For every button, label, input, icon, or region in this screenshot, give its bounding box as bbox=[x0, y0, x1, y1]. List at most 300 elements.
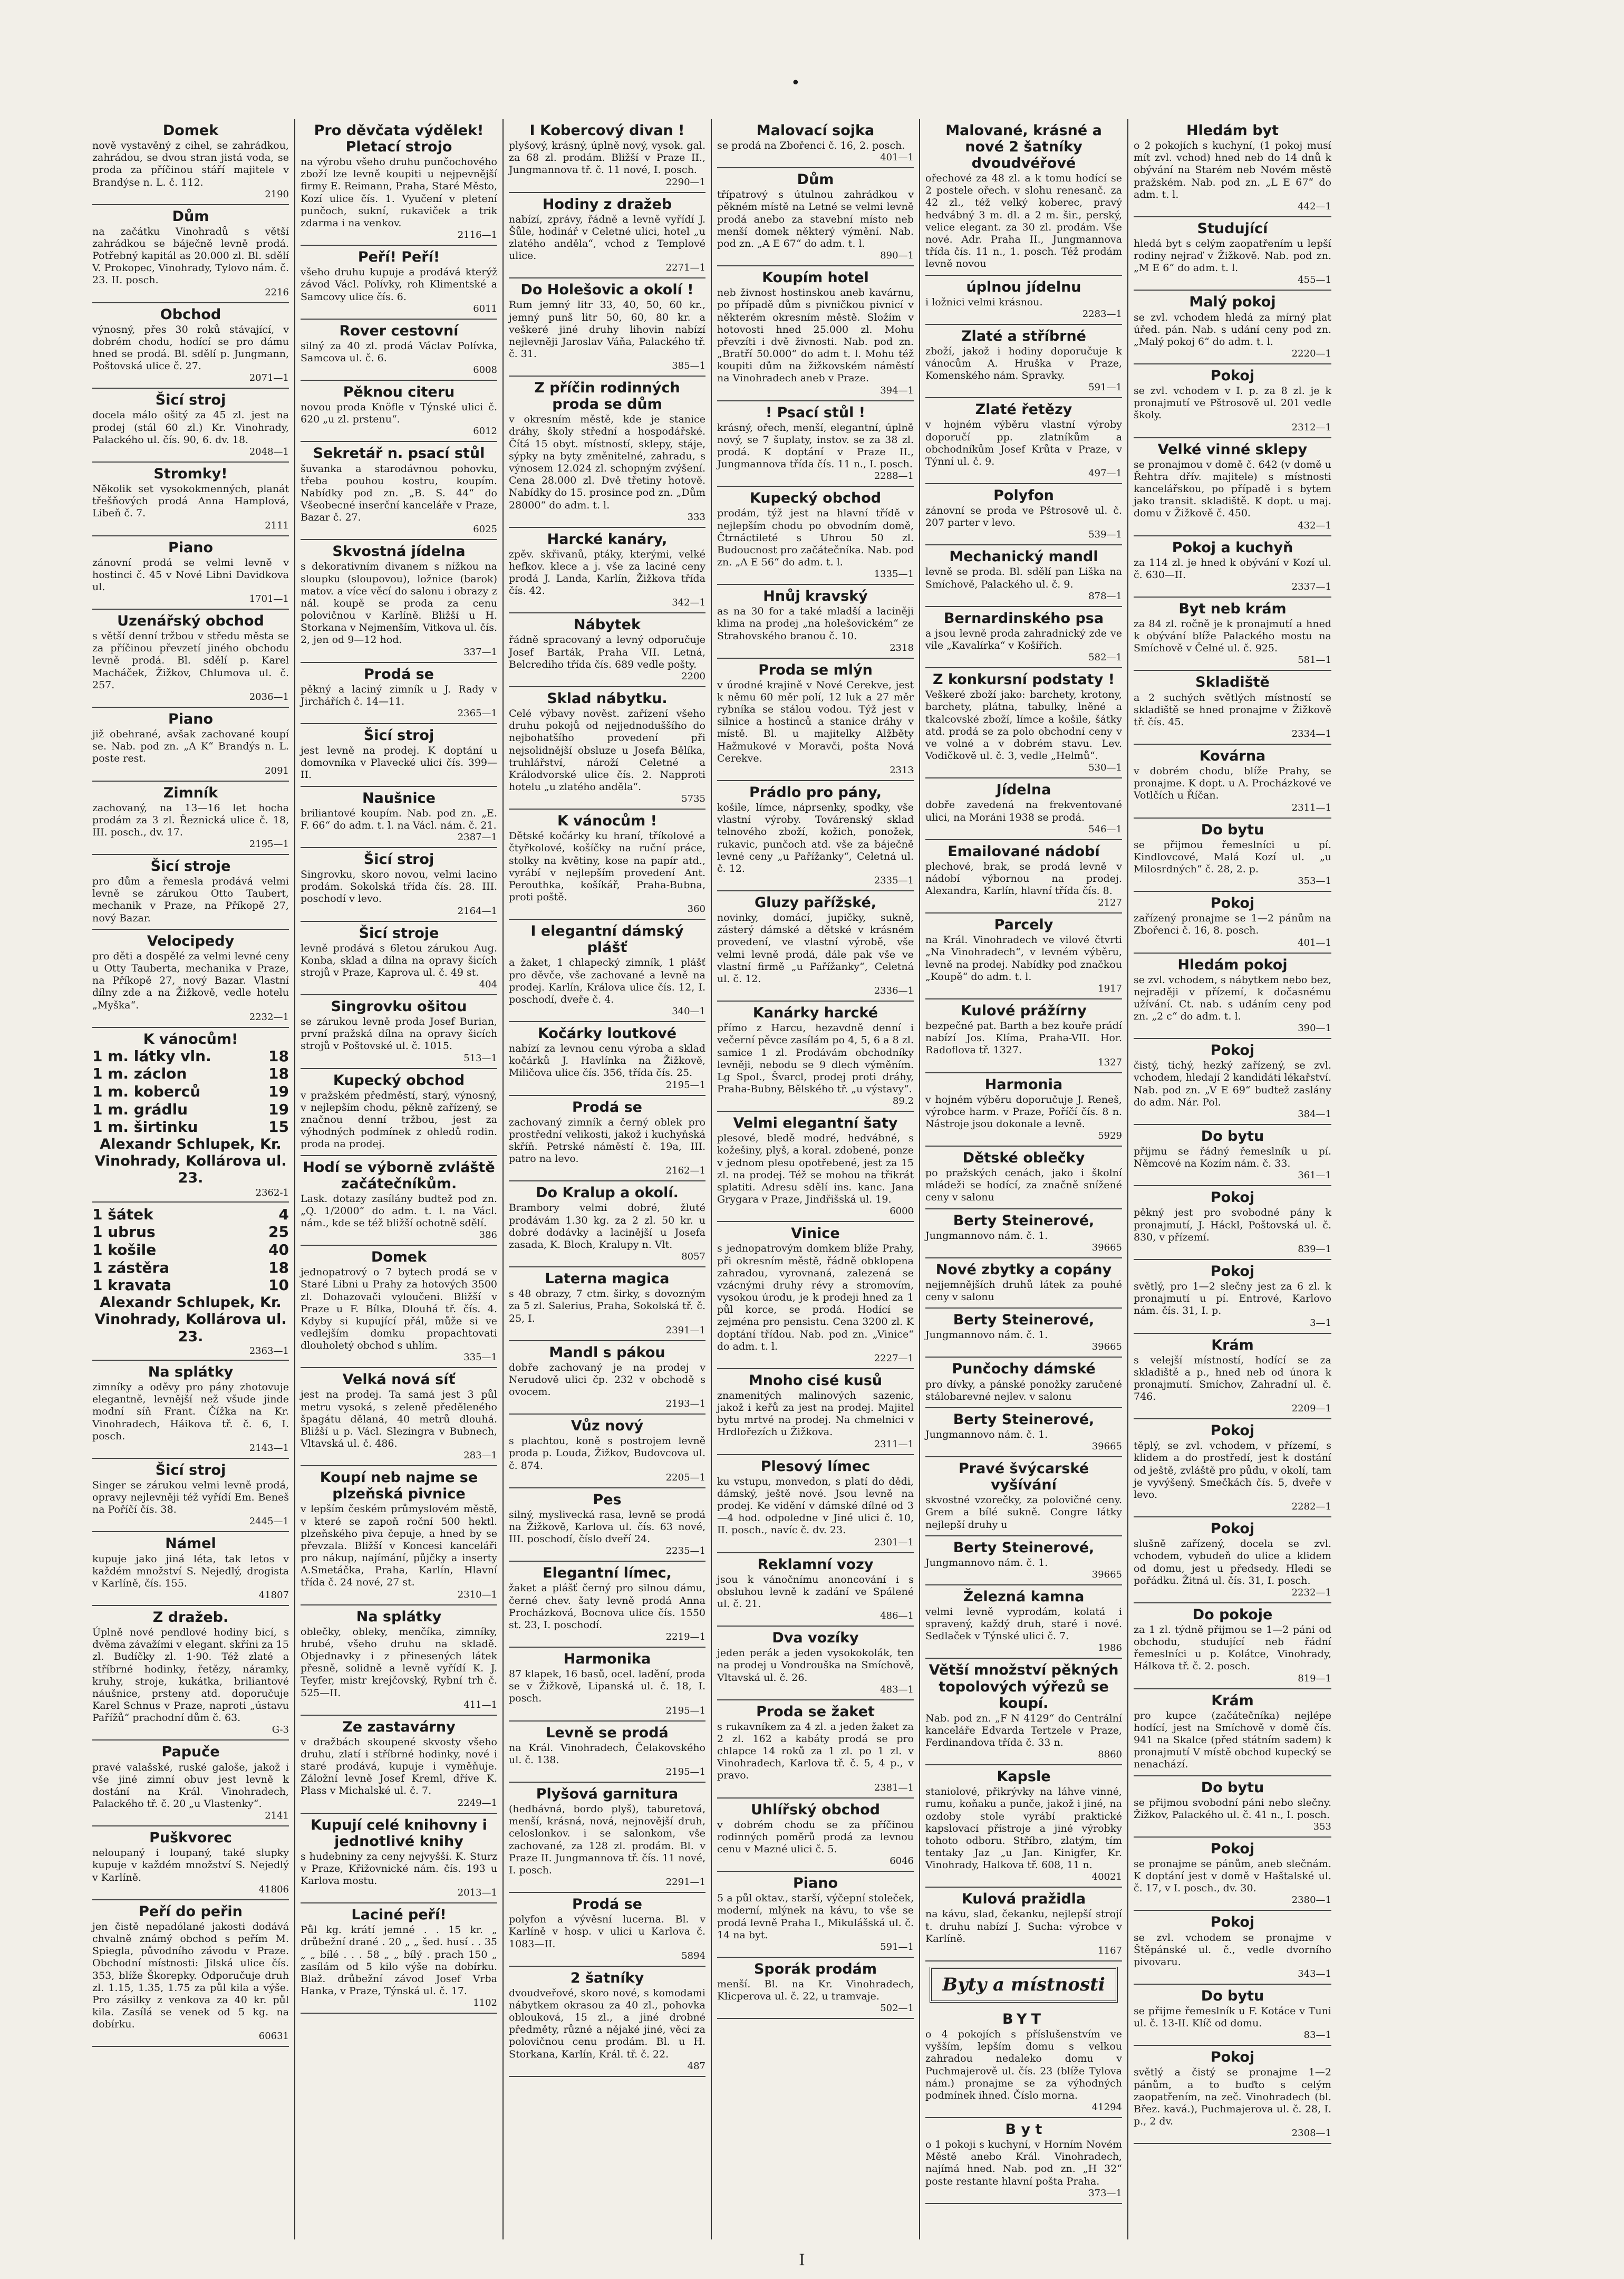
ad-reference-number: 1986 bbox=[1098, 1642, 1122, 1654]
ad-title: Sporák prodám bbox=[753, 1960, 877, 1977]
ad-reference-number: 5929 bbox=[1098, 1130, 1122, 1142]
ad-title: Vůz nový bbox=[571, 1418, 644, 1435]
ad-reference-number: 2193—1 bbox=[665, 1398, 705, 1410]
ad-title: Pro děvčata výdělek! Pletací strojo bbox=[314, 122, 484, 156]
ad-title: Námel bbox=[165, 1535, 216, 1552]
ad-body: se přijme řemeslník u F. Kotáce v Tuni ul. č. 13-II. Klíč od domu. bbox=[1134, 2005, 1331, 2030]
price-value: 19 bbox=[268, 1100, 289, 1118]
ad-body: na Král. Vinohradech ve vilové čtvrti „Na Vinohradech“, v levném výběru, levně na prodej. Nabídky pod značkou „Koupě“ do adm. t. l. bbox=[925, 934, 1122, 983]
ad-reference-number: 2363—1 bbox=[249, 1345, 289, 1357]
ad-reference-number: 878—1 bbox=[1088, 590, 1122, 602]
ad-body: na kávu, slad, čekanku, nejlepší strojí t. druhu nabízí J. Sucha: výrobce v Karlíně. bbox=[925, 1908, 1122, 1945]
ad-reference-number: 2312—1 bbox=[1291, 421, 1331, 433]
ad-reference-number: 8860 bbox=[1098, 1749, 1122, 1761]
ad-reference-number: 283—1 bbox=[463, 1450, 497, 1461]
price-value: 10 bbox=[268, 1276, 289, 1294]
classified-ad bbox=[925, 2118, 1122, 2204]
ad-title: Harmonia bbox=[984, 1076, 1063, 1093]
ad-reference-number: 2205—1 bbox=[665, 1472, 705, 1483]
ad-title: Levně se prodá bbox=[546, 1724, 669, 1741]
ad-body: o 1 pokoji s kuchyní, v Horním Novém Městě anebo Král. Vinohradech, najímá hned. Nab. pod zn. „H 32“ poste restante hlavní pošta Praha. bbox=[925, 2139, 1122, 2187]
ad-reference-number: 591—1 bbox=[880, 1941, 914, 1953]
ad-reference-number: 2216 bbox=[265, 286, 289, 298]
ad-body: zachovaný zimník a černý oblek pro prostřední velikosti, jakož i kuchyňská skříň. Petrské náměstí č. 19a, III. patro na levo. bbox=[509, 1116, 705, 1165]
ad-reference-number: 39665 bbox=[1091, 1341, 1122, 1353]
ad-body: v dobrém chodu, blíže Prahy, se pronajme. K dopt. u A. Procházkové ve Votlčích u Říčan. bbox=[1134, 765, 1331, 802]
ad-body: žaket a plášť černý pro silnou dámu, černé chev. šaty levně prodá Anna Procházková, Bocnova ulice čís. 1550 st. 23, I. poschodí. bbox=[509, 1582, 705, 1631]
ad-title: Nové zbytky a copány bbox=[935, 1261, 1112, 1278]
ad-reference-number: 2141 bbox=[265, 1810, 289, 1822]
ad-reference-number: 2311—1 bbox=[1291, 802, 1331, 813]
ad-body: oblečky, obleky, menčíka, zimníky, hrubé, všeho druhu na skladě. Objednavky i z přinesených látek přesně, solidně a levně vyřídí K. J. Teyfer, mistr krejčovský, Rybní trh č. 525—II. bbox=[301, 1626, 497, 1699]
classified-ad bbox=[717, 1700, 914, 1799]
ad-reference-number: 2311—1 bbox=[874, 1438, 914, 1450]
price-item: 1 zástěra bbox=[92, 1258, 170, 1276]
classified-ad bbox=[509, 1022, 705, 1096]
ad-reference-number: 2235—1 bbox=[665, 1545, 705, 1557]
ad-reference-number: 502—1 bbox=[880, 2003, 914, 2014]
ad-body: slušně zařízený, docela se zvl. vchodem, vybudeň do ulice a klidem od domu, jest u předsedy. Hledi se pořádku. Žitná ul. čís. 31, I. posch. bbox=[1134, 1538, 1331, 1586]
classified-ad bbox=[301, 848, 497, 922]
ad-title: Laciné peří! bbox=[351, 1907, 447, 1924]
classified-ad bbox=[925, 545, 1122, 607]
price-item: 1 m. grádlu bbox=[92, 1100, 188, 1118]
ad-body: 5 a půl oktav., starší, výčepní stoleček, moderní, mlýnek na kávu, to vše se prodá levně Praha I., Mikulášská ul. č. 14 na byt. bbox=[717, 1892, 914, 1941]
ad-reference-number: 1102 bbox=[473, 1997, 497, 2009]
ad-reference-number: 2387—1 bbox=[457, 831, 497, 843]
ad-title: Harcké kanáry, bbox=[547, 531, 668, 547]
ad-title: Berty Steinerové, bbox=[953, 1312, 1095, 1329]
ad-reference-number: 839—1 bbox=[1298, 1243, 1331, 1255]
ad-body: Brambory velmi dobré, žluté prodávám 1.30 kg. za 2 zl. 50 kr. u dobré dodávky a lacinější u Josefa zasada, K. Bloch, Kralupy n. Vlt. bbox=[509, 1202, 705, 1251]
ad-title: Kanárky harcké bbox=[752, 1005, 878, 1022]
price-value: 25 bbox=[268, 1223, 289, 1241]
newspaper-column bbox=[87, 119, 295, 2239]
ad-title: Stromky! bbox=[153, 465, 228, 482]
ad-reference-number: 2190 bbox=[265, 188, 289, 200]
classified-ad bbox=[92, 1740, 289, 1826]
ad-title: Krám bbox=[1211, 1336, 1254, 1353]
price-list-ad bbox=[92, 1028, 289, 1203]
classified-ad bbox=[1134, 1838, 1331, 1911]
classified-ad bbox=[509, 1562, 705, 1648]
ad-body: zánovní se proda ve Pštrosově ul. č. 207 parter v levo. bbox=[925, 505, 1122, 529]
ad-reference-number: 432—1 bbox=[1298, 520, 1331, 531]
ad-title: Dům bbox=[797, 171, 834, 188]
ad-title: Studující bbox=[1197, 220, 1268, 237]
classified-ad bbox=[509, 1341, 705, 1415]
ad-reference-number: 353 bbox=[1313, 1821, 1331, 1832]
classified-ad bbox=[925, 1358, 1122, 1408]
classified-ad bbox=[1134, 1985, 1331, 2046]
classified-ad bbox=[301, 922, 497, 996]
classified-ad bbox=[925, 1888, 1122, 1961]
ad-reference-number: 8057 bbox=[681, 1251, 705, 1263]
ad-title: Dva vozíky bbox=[772, 1630, 859, 1647]
ad-body: šuvanka a starodávnou pohovku, třeba pouhou kostru, koupím. Nabídky pod zn. „B. S. 44“ do Všeobecné inserční kanceláře v Praze, Bazar č. 27. bbox=[301, 463, 497, 524]
ad-body: v dražbách skoupené skvosty všeho druhu, zlatí i stříbrné hodinky, nové i staré prodává, kupuje i vyměňuje. Záložní levně Josef Kreml, dříve K. Plass v Michalské ul. č. 7. bbox=[301, 1736, 497, 1797]
classified-ad bbox=[509, 1648, 705, 1722]
ad-body: a 2 suchých světlých místností se skladiště se hned pronajme v Žižkově tř. čís. 45. bbox=[1134, 691, 1331, 728]
ad-title: Velocipedy bbox=[147, 932, 235, 949]
ad-body: s velejší místností, hodící se za skladiště a p., hned neb od února k pronajmutí. Smíchov, Zahradní ul. č. 746. bbox=[1134, 1354, 1331, 1403]
ad-reference-number: 483—1 bbox=[880, 1684, 914, 1695]
ad-body: nabízí, zprávy, řádně a levně vyřídí J. Šůle, hodinář v Celetné ulici, hotel „u zlatého anděla“, vchod z Templové ulice. bbox=[509, 213, 705, 262]
ad-reference-number: 404 bbox=[479, 979, 497, 991]
price-item: 1 kravata bbox=[92, 1276, 171, 1294]
ad-title: B y t bbox=[1005, 2121, 1042, 2138]
classified-ad bbox=[509, 1181, 705, 1267]
ad-body: 87 klapek, 16 basů, ocel. ladění, proda se v Žižkově, Lipanská ul. č. 18, I. posch. bbox=[509, 1668, 705, 1705]
ad-reference-number: 342—1 bbox=[672, 597, 705, 609]
ad-reference-number: 2232—1 bbox=[249, 1011, 289, 1023]
ad-title: Harmonika bbox=[563, 1651, 651, 1668]
classified-ad bbox=[925, 1585, 1122, 1659]
ad-body: všeho druhu kupuje a prodává kterýž závod Václ. Polívky, roh Klimentské a Samcovy ulice čís. 6. bbox=[301, 266, 497, 303]
classified-ad bbox=[717, 585, 914, 659]
classified-ad bbox=[301, 540, 497, 662]
ad-title: Naušnice bbox=[362, 790, 436, 806]
ad-body: na Král. Vinohradech, Čelakovského ul. č. 138. bbox=[509, 1742, 705, 1766]
classified-ad bbox=[301, 724, 497, 787]
classified-ad bbox=[925, 668, 1122, 778]
classified-ad bbox=[925, 1659, 1122, 1765]
ad-body: s rukavníkem za 4 zl. a jeden žaket za 2 zl. 162 a kabáty prodá se pro chlapce 14 roků za 1 zl. po 1 zl. v Vinohradech, Karlova tř. č. 5, 4 p., v pravo. bbox=[717, 1720, 914, 1782]
ad-reference-number: 2071—1 bbox=[249, 372, 289, 384]
ad-title: Do Holešovic a okolí ! bbox=[520, 282, 694, 299]
ad-title: Velká nová síť bbox=[342, 1371, 456, 1388]
newspaper-column bbox=[504, 119, 712, 2239]
price-value: 19 bbox=[268, 1082, 289, 1100]
ad-reference-number: 343—1 bbox=[1298, 1968, 1331, 1980]
ad-reference-number: 2365—1 bbox=[457, 708, 497, 719]
ad-reference-number: 2111 bbox=[265, 520, 289, 531]
ad-title: Obchod bbox=[160, 306, 221, 323]
ad-body: a jsou levně proda zahradnický zde ve vile „Kavalírka“ v Košířích. bbox=[925, 627, 1122, 652]
classified-ad bbox=[925, 1258, 1122, 1309]
ad-reference-number: 2195—1 bbox=[249, 839, 289, 850]
classified-ad bbox=[92, 1361, 289, 1459]
ad-title: Prádlo pro pány, bbox=[749, 784, 882, 801]
ad-reference-number: 2362-1 bbox=[255, 1187, 289, 1198]
price-row bbox=[92, 1118, 289, 1136]
classified-ad bbox=[509, 278, 705, 377]
ad-body: jest levně na prodej. K doptání u domovníka v Plavecké ulici čís. 399—II. bbox=[301, 745, 497, 781]
classified-ad bbox=[509, 1096, 705, 1182]
ad-title: Velké vinné sklepy bbox=[1157, 441, 1308, 458]
classified-ad bbox=[301, 1069, 497, 1156]
ad-body: plyšový, krásný, úplně nový, vysok. gal. za 68 zl. prodám. Bližší v Praze II., Jungmannova tř. č. 11 nové, I. posch. bbox=[509, 140, 705, 176]
ad-title: Prodá se bbox=[364, 666, 434, 682]
ad-title: Šicí stroj bbox=[155, 1461, 226, 1478]
ad-title: Z konkursní podstaty ! bbox=[932, 671, 1115, 688]
ad-body: krásný, ořech, menší, elegantní, úplně nový, se 7 šuplaty, instov. se za 38 zl. prodá. K doptání v Praze II., Jungmannova třída čís. 11 n., I. posch. bbox=[717, 421, 914, 470]
classified-ad bbox=[925, 913, 1122, 999]
classified-ad bbox=[92, 610, 289, 708]
ad-title: Sklad nábytku. bbox=[547, 690, 668, 707]
ad-body: velmi levně vyprodám, kolatá i spravený, každý druh, staré i nové. Sedlaček v Týnské ulici č. 7. bbox=[925, 1605, 1122, 1642]
ad-title: Byt neb krám bbox=[1178, 600, 1287, 617]
ad-title: Vinice bbox=[791, 1225, 840, 1242]
ad-title: Malý pokoj bbox=[1189, 294, 1276, 311]
ad-reference-number: 353—1 bbox=[1298, 876, 1331, 887]
ad-body: plechové, brak, se prodá levně v nádobí výbornou na prodej. Alexandra, Karlín, hlavní třída čís. 8. bbox=[925, 860, 1122, 897]
ad-reference-number: 2291—1 bbox=[665, 1877, 705, 1888]
classified-ad bbox=[717, 1112, 914, 1222]
classified-ad bbox=[1134, 819, 1331, 892]
classified-ad bbox=[717, 168, 914, 266]
price-item: 1 m. koberců bbox=[92, 1082, 201, 1100]
ad-reference-number: 455—1 bbox=[1298, 274, 1331, 286]
ad-reference-number: 2249—1 bbox=[457, 1797, 497, 1809]
ad-title: Z dražeb. bbox=[152, 1609, 229, 1626]
ad-title: Plyšová garnitura bbox=[536, 1786, 679, 1803]
ad-body: novou proda Knöfle v Týnské ulici č. 620 „u zl. prstenu“. bbox=[301, 401, 497, 426]
ad-reference-number: 1327 bbox=[1098, 1056, 1122, 1068]
price-item: 1 košile bbox=[92, 1241, 157, 1259]
ad-body: (hedbávná, bordo plyš), taburetová, menší, krásná, nová, nejnovější druh, celoslonkov. i se salonkom, vše zachované, za 128 zl. prodám. Bl. v Praze II. Jungmannova tř. čís. 11 nové, I. posch. bbox=[509, 1803, 705, 1876]
ad-reference-number: 390—1 bbox=[1298, 1023, 1331, 1034]
ad-body: jen čistě nepadólané jakosti dodává chvalně známý obchod s peřím M. Spiegla, původního závodu v Praze. Obchodní místnosti: Jilská ulice čís. 353, blíže Škorepky. Odporučuje druh zl. 1.15, 1.35, 1.75 za půl kila a výše. Pro zásilky z venkova za 40 kr. půl kila. Zasílá se venek od 5 kg. na dobírku. bbox=[92, 1920, 289, 2031]
ad-body: silný, myslivecká rasa, levně se prodá na Žižkově, Karlova ul. čís. 63 nové, III. poschodí, číslo dveří 24. bbox=[509, 1508, 705, 1545]
ad-title: Punčochy dámské bbox=[952, 1361, 1096, 1378]
ad-title: Berty Steinerové, bbox=[953, 1411, 1095, 1428]
classified-ad bbox=[717, 266, 914, 401]
ad-reference-number: 39665 bbox=[1091, 1242, 1122, 1253]
ad-title: Do bytu bbox=[1201, 1779, 1264, 1796]
ad-body: jeden perák a jeden vysokokolák, ten na prodej u Vondrouška na Smíchově, Vltavská ul. č. 26. bbox=[717, 1647, 914, 1684]
ad-body: nejjemnějších druhů látek za pouhé ceny v salonu bbox=[925, 1278, 1122, 1303]
ad-body: docela málo ošitý za 45 zl. jest na prodej (stál 60 zl.) Kr. Vinohrady, Palackého ul. čís. 90, 6. dv. 18. bbox=[92, 409, 289, 446]
ad-reference-number: 2381—1 bbox=[874, 1782, 914, 1793]
ad-reference-number: 2380—1 bbox=[1291, 1895, 1331, 1906]
ad-title: Pokoj bbox=[1210, 1422, 1255, 1439]
ad-body: s plachtou, koně s postrojem levně proda p. Louda, Žižkov, Budovcova ul. č. 874. bbox=[509, 1435, 705, 1472]
ad-title: Piano bbox=[168, 539, 214, 556]
ad-body: po pražských cenách, jako i školní mládeži se hodící, za značně snížené ceny v salonu bbox=[925, 1167, 1122, 1204]
ad-body: s jednopatrovým domkem blíže Prahy, při okresním městě, řádně obklopena zahradou, vyrovnaná, zalezená se vzácnými druhy révy a stromovím, vysokou úrodu, je k prodeji hned za 1 půl korce, se prodá. Hodící se zejména pro pensistu. Cena 3200 zl. K doptání třídou. Nab. pod zn. „Vinice“ do adm. t. l. bbox=[717, 1243, 914, 1352]
newspaper-column bbox=[1128, 119, 1337, 2239]
ad-title: Gluzy pařížské, bbox=[754, 895, 877, 911]
classified-ad bbox=[925, 778, 1122, 840]
ad-reference-number: 2313 bbox=[890, 765, 914, 776]
ad-title: Pokoj bbox=[1210, 1840, 1255, 1857]
classified-ad bbox=[1134, 438, 1331, 536]
ad-body: v dobrém chodu se za příčinou rodinných poměrů prodá za levnou cenu v Mazné ulici č. 5. bbox=[717, 1819, 914, 1855]
ad-body: za 114 zl. je hned k obývání v Kozí ul. č. 630—II. bbox=[1134, 556, 1331, 581]
ad-reference-number: 6000 bbox=[890, 1206, 914, 1217]
ad-title: Prodá se bbox=[572, 1099, 642, 1116]
ad-reference-number: 2283—1 bbox=[1082, 308, 1122, 320]
ad-reference-number: 360 bbox=[687, 903, 705, 915]
ad-reference-number: 2227—1 bbox=[874, 1352, 914, 1364]
price-row bbox=[92, 1065, 289, 1083]
price-value: 18 bbox=[268, 1047, 289, 1065]
price-value: 40 bbox=[268, 1241, 289, 1259]
ad-title: ! Psací stůl ! bbox=[765, 404, 866, 421]
classified-ad bbox=[509, 810, 705, 920]
ad-reference-number: 83—1 bbox=[1303, 2030, 1331, 2041]
ad-title: Koupí neb najme se plzeňská pivnice bbox=[320, 1469, 478, 1503]
ad-body: na začátku Vinohradů s větší zahrádkou se báječně levně prodá. Potřebný kapitál as 20.000 zl. Bl. sdělí V. Prokopec, Vinohrady, Tylovo nám. č. 23. II. posch. bbox=[92, 225, 289, 286]
ad-body: s dekorativním divanem s nížkou na sloupku (sloupovou), ložnice (barok) matov. a více věcí do salonu i obrazy z nál. koupě se proda za cenu polovičnou v Karlíně. Bližší u H. Storkana v Nejmenším, Vitkova ul. čís. 2, jen od 9—12 hod. bbox=[301, 561, 497, 646]
ad-title: Šicí stroj bbox=[155, 392, 226, 409]
classified-ad bbox=[92, 1900, 289, 2047]
ad-reference-number: 40021 bbox=[1091, 1871, 1122, 1883]
classified-ad bbox=[509, 920, 705, 1022]
price-row bbox=[92, 1101, 289, 1119]
classified-ad bbox=[509, 119, 705, 193]
price-item: 1 šátek bbox=[92, 1205, 153, 1223]
ad-title: Puškvorec bbox=[149, 1830, 232, 1847]
ad-reference-number: 2195—1 bbox=[665, 1079, 705, 1091]
ad-title: Proda se žaket bbox=[756, 1703, 875, 1720]
ad-reference-number: 2219—1 bbox=[665, 1631, 705, 1643]
classified-ad bbox=[1134, 745, 1331, 819]
classified-ad bbox=[717, 401, 914, 487]
ad-reference-number: 39665 bbox=[1091, 1569, 1122, 1580]
ad-body: zpěv. skřivanů, ptáky, kterými, velké hefkov. klece a j. vše za laciné ceny prodá J. Landa, Karlín, Žižkova třída čís. 42. bbox=[509, 548, 705, 597]
ad-title: Pokoj bbox=[1210, 2049, 1255, 2066]
price-value: 18 bbox=[268, 1258, 289, 1276]
ad-title: Do bytu bbox=[1201, 821, 1264, 838]
classified-ad bbox=[301, 1368, 497, 1466]
classified-ad bbox=[717, 1222, 914, 1369]
ad-body: Jungmannovo nám. č. 1. bbox=[925, 1229, 1048, 1242]
ad-title: úplnou jídelnu bbox=[966, 278, 1081, 295]
ad-reference-number: 2048—1 bbox=[249, 446, 289, 457]
ad-reference-number: 539—1 bbox=[1088, 529, 1122, 541]
classified-ad bbox=[509, 528, 705, 614]
ad-reference-number: 401—1 bbox=[1298, 937, 1331, 948]
ad-reference-number: 2116—1 bbox=[457, 229, 497, 241]
ad-reference-number: 6025 bbox=[473, 524, 497, 535]
ad-body: zachovaný, na 13—16 let hocha prodám za 3 zl. Řeznická ulice č. 18, III. posch., dv. 17. bbox=[92, 802, 289, 838]
ad-reference-number: 2391—1 bbox=[665, 1324, 705, 1336]
ad-title: Ze zastavárny bbox=[342, 1718, 456, 1735]
ad-reference-number: 581—1 bbox=[1298, 655, 1331, 666]
ad-body: se zvl. vchodem, s nábytkem nebo bez, nejraději v přízemí, k dočasnému užívání. Ct. nab. s udáním ceny pod zn. „2 c“ do adm. t. l. bbox=[1134, 974, 1331, 1023]
price-list-seller: Alexandr Schlupek, Kr. Vinohrady, Kollárova ul. 23. bbox=[94, 1136, 287, 1187]
price-value: 4 bbox=[278, 1205, 289, 1223]
ad-title: Pokoj bbox=[1210, 895, 1255, 912]
ad-body: Lask. dotazy zasílány budtež pod zn. „Q. 1/2000“ do adm. t. l. na Václ. nám., kde se též bližší ochotně sdělí. bbox=[301, 1193, 497, 1229]
ad-title: Pokoj a kuchyň bbox=[1172, 539, 1293, 556]
ad-body: as na 30 for a také mladší a laciněji klima na prodej „na holešovickém“ ze Strahovského branou č. 10. bbox=[717, 605, 914, 642]
classified-ad bbox=[301, 663, 497, 724]
section-heading: Byty a místnosti bbox=[930, 1967, 1118, 2003]
classified-ad bbox=[717, 659, 914, 781]
ad-reference-number: 2232—1 bbox=[1291, 1586, 1331, 1598]
ad-title: Bernardinského psa bbox=[943, 610, 1104, 627]
ad-reference-number: 386 bbox=[479, 1229, 497, 1241]
price-row bbox=[92, 1047, 289, 1065]
ad-title: Pokoj bbox=[1210, 1189, 1255, 1206]
ad-reference-number: 2013—1 bbox=[457, 1887, 497, 1899]
ad-reference-number: 2290—1 bbox=[665, 176, 705, 188]
ad-title: Šicí stroj bbox=[363, 727, 434, 744]
classified-ad bbox=[1134, 364, 1331, 438]
ad-reference-number: G-3 bbox=[272, 1724, 289, 1736]
ad-reference-number: 361—1 bbox=[1298, 1170, 1331, 1181]
classified-ad bbox=[509, 1893, 705, 1967]
ad-reference-number: 2336—1 bbox=[874, 985, 914, 997]
ad-body: se pronajmou v domě č. 642 (v domě u Řehtra dřív. majitele) s místnosti kancelářskou, po případě i s bytem jako transit. skladiště. K dopt. u maj. domu v Žižkově č. 450. bbox=[1134, 458, 1331, 520]
price-row bbox=[92, 1241, 289, 1259]
classified-ad bbox=[92, 1532, 289, 1606]
ad-body: polyfon a vývěsní lucerna. Bl. v Karlíně v hosp. v ulici u Karlova č. 1083—II. bbox=[509, 1913, 705, 1950]
ad-title: Sekretář n. psací stůl bbox=[313, 445, 485, 462]
ad-reference-number: 2220—1 bbox=[1291, 348, 1331, 360]
ad-reference-number: 411—1 bbox=[463, 1699, 497, 1710]
ad-title: Papuče bbox=[161, 1744, 220, 1761]
classified-ad bbox=[301, 1814, 497, 1904]
ad-body: Úplně nové pendlové hodiny bicí, s dvěma závažími v elegant. skříni za 15 zl. Budíčky zl. 1·90. Též zlaté a stříbrné hodinky, řetězy, náramky, kruhy, stroje, kukátka, briliantové náušnice, prsteny atd. doporučuje Karel Schnus v Praze, naproti „ústavu Pařížů“ prachodní dům č. 63. bbox=[92, 1627, 289, 1724]
ad-title: Skvostná jídelna bbox=[332, 543, 466, 560]
ad-body: výnosný, přes 30 roků stávající, v dobrém chodu, hodící se pro dámu hned se prodá. Bl. sdělí p. Jungmann, Poštovská ulice č. 27. bbox=[92, 323, 289, 372]
ad-body: Jungmannovo nám. č. 1. bbox=[925, 1556, 1048, 1569]
ad-body: pro kupce (začátečníka) nejlépe hodící, jest na Smíchově v domě čís. 941 na Skalce (před státním sadem) k pronajmutí V místě obchod kupecký se nenachází. bbox=[1134, 1709, 1331, 1771]
ad-title: Hledám pokoj bbox=[1177, 956, 1288, 973]
ad-title: Kulové prážírny bbox=[961, 1002, 1087, 1019]
classified-ad bbox=[717, 781, 914, 891]
classified-ad bbox=[509, 193, 705, 279]
price-item: 1 m. širtinku bbox=[92, 1118, 198, 1136]
ad-title: Rover cestovní bbox=[339, 322, 459, 339]
ad-body: Půl kg. krátí jemné . . 15 kr. „ drůbežní drané . 20 „ „ šed. husí . . 35 „ „ bílé . . . 58 „ „ bílý . prach 150 „ zasílám od 5 kilo výše na dobírku. Blaž. drůbežní závod Josef Vrba Hanka, v Praze, Týnská ul. č. 17. bbox=[301, 1924, 497, 1997]
ad-body: za 1 zl. týdně přijmou se 1—2 páni od obchodu, studující neb řádní řemeslníci u p. Kolátce, Vinohrady, Hálkova tř. č. 2. posch. bbox=[1134, 1623, 1331, 1672]
ad-body: těplý, se zvl. vchodem, v přízemí, s klidem a do prostředí, jest k dostání od ještě, zvláště pro půdu, v okolí, tam je vyvýšený. Smečkách čís. 5, dveře v levo. bbox=[1134, 1440, 1331, 1501]
ad-title: Koupím hotel bbox=[762, 270, 869, 286]
classified-ad bbox=[301, 246, 497, 320]
price-row bbox=[92, 1206, 289, 1224]
ad-title: Berty Steinerové, bbox=[953, 1212, 1095, 1229]
ad-body: se prodá na Zbořenci č. 16, 2. posch. bbox=[717, 140, 905, 152]
classified-ad bbox=[92, 536, 289, 610]
ad-title: Laterna magica bbox=[545, 1271, 670, 1287]
ad-reference-number: 3—1 bbox=[1310, 1317, 1331, 1329]
ad-title: Uzenářský obchod bbox=[117, 613, 264, 630]
ad-title: Malovací sojka bbox=[756, 122, 875, 139]
ad-title: Šicí stroje bbox=[150, 858, 231, 875]
newspaper-column bbox=[712, 119, 920, 2239]
price-row bbox=[92, 1083, 289, 1101]
ad-reference-number: 497—1 bbox=[1088, 468, 1122, 479]
ad-reference-number: 2209—1 bbox=[1291, 1403, 1331, 1415]
ad-title: I Kobercový divan ! bbox=[529, 122, 685, 139]
ad-body: zboží, jakož i hodiny doporučuje k vánocům A. Hruška v Praze, Komenského nám. Spravky. bbox=[925, 345, 1122, 382]
classified-ad bbox=[509, 613, 705, 687]
classified-ad bbox=[92, 855, 289, 930]
ad-body: levně se proda. Bl. sdělí pan Liška na Smíchově, Palackého ul. č. 9. bbox=[925, 566, 1122, 590]
ad-body: menší. Bl. na Kr. Vinohradech, Klicperova ul. č. 22, u tramvaje. bbox=[717, 1978, 914, 2003]
classified-ad bbox=[92, 1826, 289, 1900]
classified-ad bbox=[92, 1459, 289, 1533]
ad-body: pro děti a dospělé za velmi levné ceny u Otty Tauberta, mechanika v Praze, na Příkopě 27, nový Bazar. Vlastní dílny zde a na Žižkově, vedle hotelu „Myška“. bbox=[92, 950, 289, 1011]
ad-body: Dětské kočárky ku hraní, tříkolové a čtyřkolové, košíčky na ruční práce, stolky na květiny, kose na papír atd., vyrábí v nejlepším provedení Ant. Perouthka, košíkář, Praha-Bubna, proti poště. bbox=[509, 830, 705, 903]
ad-reference-number: 1701—1 bbox=[249, 593, 289, 605]
ad-title: Pokoj bbox=[1210, 1042, 1255, 1059]
ad-body: Několik set vysokokmenných, planát třešňových prodá Anna Hamplová, Libeň č. 7. bbox=[92, 483, 289, 520]
ad-reference-number: 2143—1 bbox=[249, 1442, 289, 1454]
classified-ad bbox=[717, 891, 914, 1002]
ad-body: a žaket, 1 chlapecký zimník, 1 plášť pro děvče, vše zachované a levně na prodej. Karlín, Králova ulice čís. 12, I. poschodí, dveře č. 4. bbox=[509, 957, 705, 1005]
ad-reference-number: 487 bbox=[687, 2060, 705, 2072]
ad-reference-number: 39665 bbox=[1091, 1441, 1122, 1453]
newspaper-column bbox=[295, 119, 504, 2239]
ad-body: znamenitých malinových sazenic, jakož i keřů za jest na prodej. Majitel bytu mrtvé na prodej. Na chmelnici v Hrdlořezích u Žižkova. bbox=[717, 1389, 914, 1438]
ad-body: se přijmou řemeslníci u pí. Kindlovcové, Malá Kozí ul. „u Milosrdných“ č. 28, 2. p. bbox=[1134, 839, 1331, 875]
